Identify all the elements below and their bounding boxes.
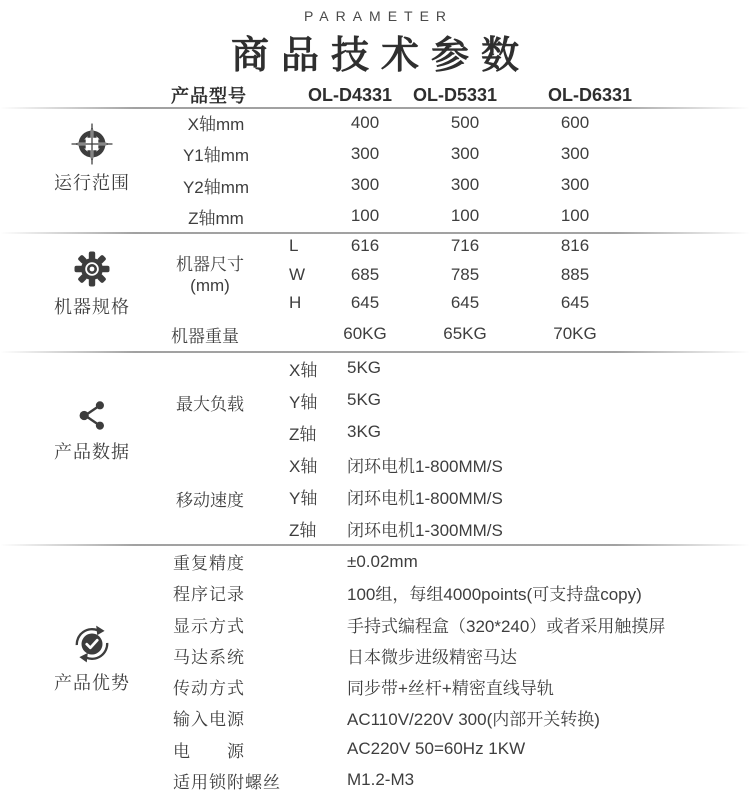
table-row [0, 549, 750, 574]
cell-value: 400 [350, 112, 380, 132]
cell-value: 716 [450, 236, 480, 256]
cell-value: 闭环电机1-300MM/S [347, 520, 503, 540]
cell-value: 闭环电机1-800MM/S [347, 488, 503, 508]
cell-value: 100 [560, 206, 590, 226]
cell-value: 3KG [347, 422, 382, 441]
model-header-row [0, 82, 750, 108]
cell-value: ±0.02mm [347, 551, 418, 571]
row-label: 马达系统 [173, 647, 245, 667]
table-row [0, 674, 750, 699]
row-sublabel: H [289, 293, 302, 313]
category-label: 产品数据 [54, 442, 130, 462]
group-label-move-speed: 移动速度 [176, 491, 244, 510]
group-label-line: (mm) [190, 276, 230, 295]
table-row [0, 293, 750, 313]
cell-value: 60KG [343, 324, 387, 344]
row-label: Y1轴mm [182, 146, 250, 166]
cell-value: 5KG [347, 358, 382, 377]
table-row [0, 705, 750, 730]
category-label: 运行范围 [54, 173, 130, 193]
model-header-label: 产品型号 [171, 86, 247, 106]
table-row [0, 612, 750, 637]
row-sublabel: Z轴 [289, 520, 317, 540]
row-label: 程序记录 [173, 585, 245, 605]
section-product-advantage [0, 546, 750, 796]
cell-value: 816 [560, 236, 590, 256]
model-name: OL-D4331 [307, 84, 393, 105]
cell-value: 600 [560, 112, 590, 132]
table-row [0, 768, 750, 793]
row-sublabel: Y轴 [289, 392, 318, 412]
table-row [0, 484, 750, 509]
cell-value: 闭环电机1-800MM/S [347, 456, 503, 476]
cell-value: 645 [560, 293, 590, 313]
row-sublabel: X轴 [289, 456, 318, 476]
cell-value: 100 [350, 206, 380, 226]
cell-value: 100组，每组4000points(可支持盘copy) [347, 585, 642, 605]
cell-value: 300 [450, 175, 480, 195]
section-operating-range [0, 107, 750, 232]
table-row [0, 737, 750, 762]
table-row [0, 204, 750, 229]
row-label: 输入电源 [173, 710, 245, 730]
row-label: 电 源 [173, 741, 245, 761]
section-product-data [0, 352, 750, 544]
eyebrow-text: PARAMETER [303, 8, 454, 24]
table-row [0, 580, 750, 605]
row-label: X轴mm [187, 115, 245, 135]
row-sublabel: Z轴 [289, 424, 317, 444]
cell-value: 同步带+丝杆+精密直线导轨 [347, 679, 554, 699]
page-title: 商品技术参数 [230, 35, 531, 77]
cell-value: 645 [450, 293, 480, 313]
cell-value: 300 [350, 175, 380, 195]
category-label: 产品优势 [54, 673, 130, 693]
cell-value: 685 [350, 264, 380, 284]
table-row [0, 265, 750, 285]
group-label-max-load: 最大负载 [176, 395, 244, 414]
table-row [0, 173, 750, 198]
row-sublabel: Y轴 [289, 488, 318, 508]
row-label: 显示方式 [173, 616, 245, 636]
row-label: Z轴mm [188, 208, 244, 228]
row-label: 重复精度 [173, 554, 245, 574]
model-name: OL-D6331 [547, 84, 633, 105]
cell-value: 300 [560, 175, 590, 195]
row-sublabel: X轴 [289, 360, 318, 380]
cell-value: 300 [350, 143, 380, 163]
row-sublabel: W [289, 264, 306, 284]
table-row [0, 322, 750, 347]
cell-value: 日本微步进级精密马达 [347, 647, 517, 667]
cell-value: 645 [350, 293, 380, 313]
cell-value: 500 [450, 112, 480, 132]
row-label: 适用锁附螺丝 [173, 772, 281, 792]
model-name: OL-D5331 [412, 84, 498, 105]
cell-value: 65KG [443, 324, 487, 344]
cell-value: 手持式编程盒（320*240）或者采用触摸屏 [347, 616, 666, 636]
cell-value: AC110V/220V 300(内部开关转换) [347, 710, 600, 730]
table-row [0, 420, 750, 445]
cell-value: AC220V 50=60Hz 1KW [347, 739, 526, 759]
category-label: 机器规格 [54, 297, 130, 317]
cell-value: 300 [450, 143, 480, 163]
table-row [0, 236, 750, 256]
table-row [0, 388, 750, 413]
cell-value: 785 [450, 264, 480, 284]
cell-value: 885 [560, 264, 590, 284]
row-sublabel: L [289, 236, 299, 256]
row-label: 传动方式 [173, 679, 245, 699]
table-row [0, 110, 750, 135]
table-row [0, 356, 750, 381]
row-label: Y2轴mm [182, 177, 250, 197]
group-label-line: 机器尺寸 [176, 255, 244, 274]
table-row [0, 452, 750, 477]
table-row [0, 516, 750, 541]
cell-value: 70KG [553, 324, 597, 344]
table-row [0, 643, 750, 668]
cell-value: 100 [450, 206, 480, 226]
cell-value: M1.2-M3 [347, 770, 415, 790]
cell-value: 616 [350, 236, 380, 256]
section-machine-spec [0, 232, 750, 351]
cell-value: 5KG [347, 390, 382, 409]
cell-value: 300 [560, 143, 590, 163]
table-row [0, 141, 750, 166]
row-label: 机器重量 [171, 326, 239, 346]
